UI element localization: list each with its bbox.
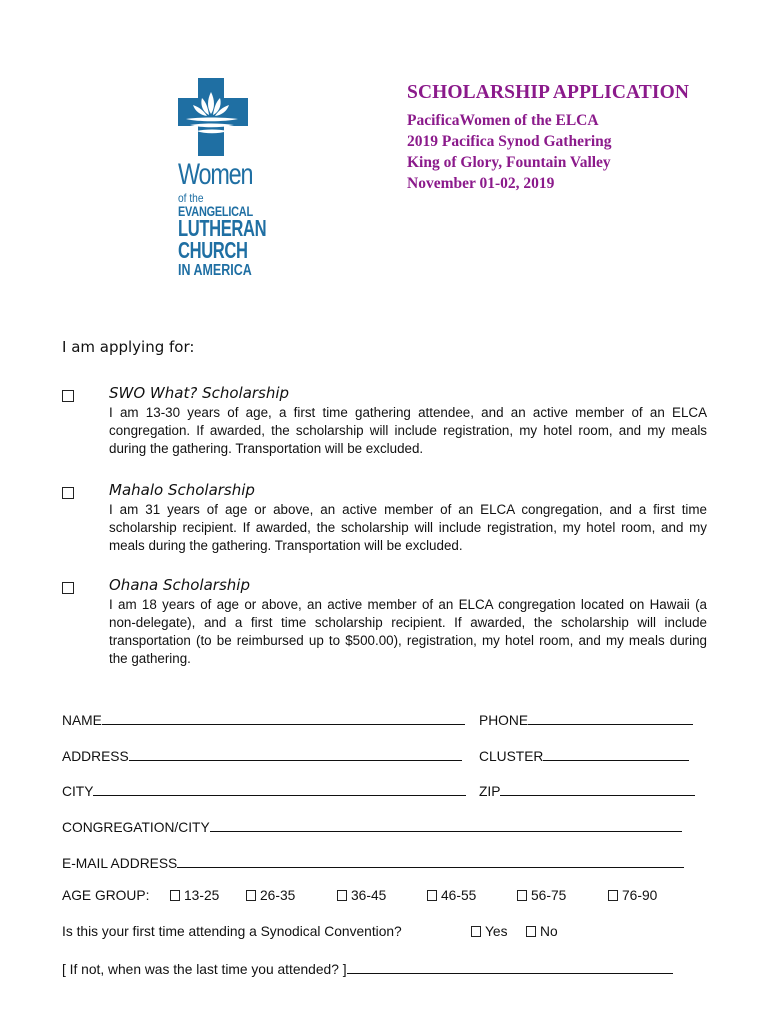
applying-for-label: I am applying for: xyxy=(62,338,195,356)
phone-label: PHONE xyxy=(479,713,529,728)
logo-church: CHURCH xyxy=(178,236,248,263)
checkbox[interactable] xyxy=(526,926,536,937)
header-line-1: PacificaWomen of the ELCA xyxy=(407,112,599,129)
header-line-2: 2019 Pacifica Synod Gathering xyxy=(407,133,612,150)
first-time-row xyxy=(62,924,702,942)
first-time-question: Is this your first time attending a Synodical Convention? xyxy=(62,924,402,939)
option-name: SWO What? Scholarship xyxy=(109,384,290,402)
checkbox[interactable] xyxy=(170,890,180,901)
cluster-label: CLUSTER xyxy=(479,749,544,764)
document-header xyxy=(407,82,689,194)
logo-evangelical: EVANGELICAL xyxy=(178,203,253,219)
address-label: ADDRESS xyxy=(62,749,129,764)
email-row xyxy=(62,853,684,871)
checkbox[interactable] xyxy=(246,890,256,901)
age-option-46-55[interactable]: 46-55 xyxy=(427,888,476,903)
last-attended-label: [ If not, when was the last time you attended? ] xyxy=(62,962,347,977)
address-cluster-row xyxy=(62,746,544,764)
city-zip-row xyxy=(62,781,501,799)
logo-lutheran: LUTHERAN xyxy=(178,215,267,241)
cluster-field[interactable] xyxy=(543,746,689,761)
age-group-label: AGE GROUP: xyxy=(62,888,150,903)
yes-option[interactable]: Yes xyxy=(471,924,508,939)
header-line-4: November 01-02, 2019 xyxy=(407,175,555,192)
option-description: I am 31 years of age or above, an active member of an ELCA congregation, and a first time scholarship recipient. If awarded, the scholarship will include registration, my hotel room, and my meals during the gathering. Transportation will be excluded. xyxy=(109,502,707,553)
age-group-row xyxy=(62,888,702,906)
last-attended-row xyxy=(62,959,673,977)
city-field[interactable] xyxy=(93,781,466,796)
last-attended-field[interactable] xyxy=(347,959,673,974)
checkbox[interactable] xyxy=(427,890,437,901)
zip-field[interactable] xyxy=(500,781,695,796)
no-option[interactable]: No xyxy=(526,924,558,939)
option-name: Ohana Scholarship xyxy=(109,576,250,594)
congregation-row xyxy=(62,817,682,835)
email-label: E-MAIL ADDRESS xyxy=(62,856,178,871)
zip-group xyxy=(479,781,695,799)
age-option-76-90[interactable]: 76-90 xyxy=(608,888,657,903)
address-field[interactable] xyxy=(129,746,462,761)
name-field[interactable] xyxy=(102,710,465,725)
logo-ofthe: of the xyxy=(178,191,204,205)
ohana-checkbox[interactable] xyxy=(62,582,74,594)
option-description: I am 13-30 years of age, a first time gathering attendee, and an active member of an ELCA congregation. If awarded, the scholarship will include registration, my hotel room, and my meals during the gathering. Transportation will be excluded. xyxy=(109,405,707,456)
option-name: Mahalo Scholarship xyxy=(109,481,255,499)
logo-inamerica: IN AMERICA xyxy=(178,261,252,279)
age-option-13-25[interactable]: 13-25 xyxy=(170,888,219,903)
phone-group xyxy=(479,710,693,728)
age-option-56-75[interactable]: 56-75 xyxy=(517,888,566,903)
swo-what-checkbox[interactable] xyxy=(62,390,74,402)
cluster-group xyxy=(479,746,689,764)
checkbox[interactable] xyxy=(471,926,481,937)
age-option-26-35[interactable]: 26-35 xyxy=(246,888,295,903)
page-title: SCHOLARSHIP APPLICATION xyxy=(407,82,690,103)
phone-field[interactable] xyxy=(528,710,693,725)
logo-wordmark xyxy=(178,160,301,279)
zip-label: ZIP xyxy=(479,784,501,799)
name-label: NAME xyxy=(62,713,102,728)
congregation-field[interactable] xyxy=(210,817,682,832)
name-phone-row xyxy=(62,710,529,728)
option-description: I am 18 years of age or above, an active member of an ELCA congregation located on Hawaii (a non-delegate), and a first time scholarship recipient. If awarded, the scholarship will include transportation (to be reimbursed up to $500.00), registration, my hotel room, and my meals during the gathering. xyxy=(109,597,707,666)
cross-lotus-icon xyxy=(176,78,254,160)
logo-women: Women xyxy=(178,158,253,191)
checkbox[interactable] xyxy=(517,890,527,901)
checkbox[interactable] xyxy=(608,890,618,901)
age-option-36-45[interactable]: 36-45 xyxy=(337,888,386,903)
congregation-label: CONGREGATION/CITY xyxy=(62,820,210,835)
checkbox[interactable] xyxy=(337,890,347,901)
mahalo-checkbox[interactable] xyxy=(62,487,74,499)
email-field[interactable] xyxy=(177,853,684,868)
city-label: CITY xyxy=(62,784,94,799)
header-line-3: King of Glory, Fountain Valley xyxy=(407,154,611,171)
